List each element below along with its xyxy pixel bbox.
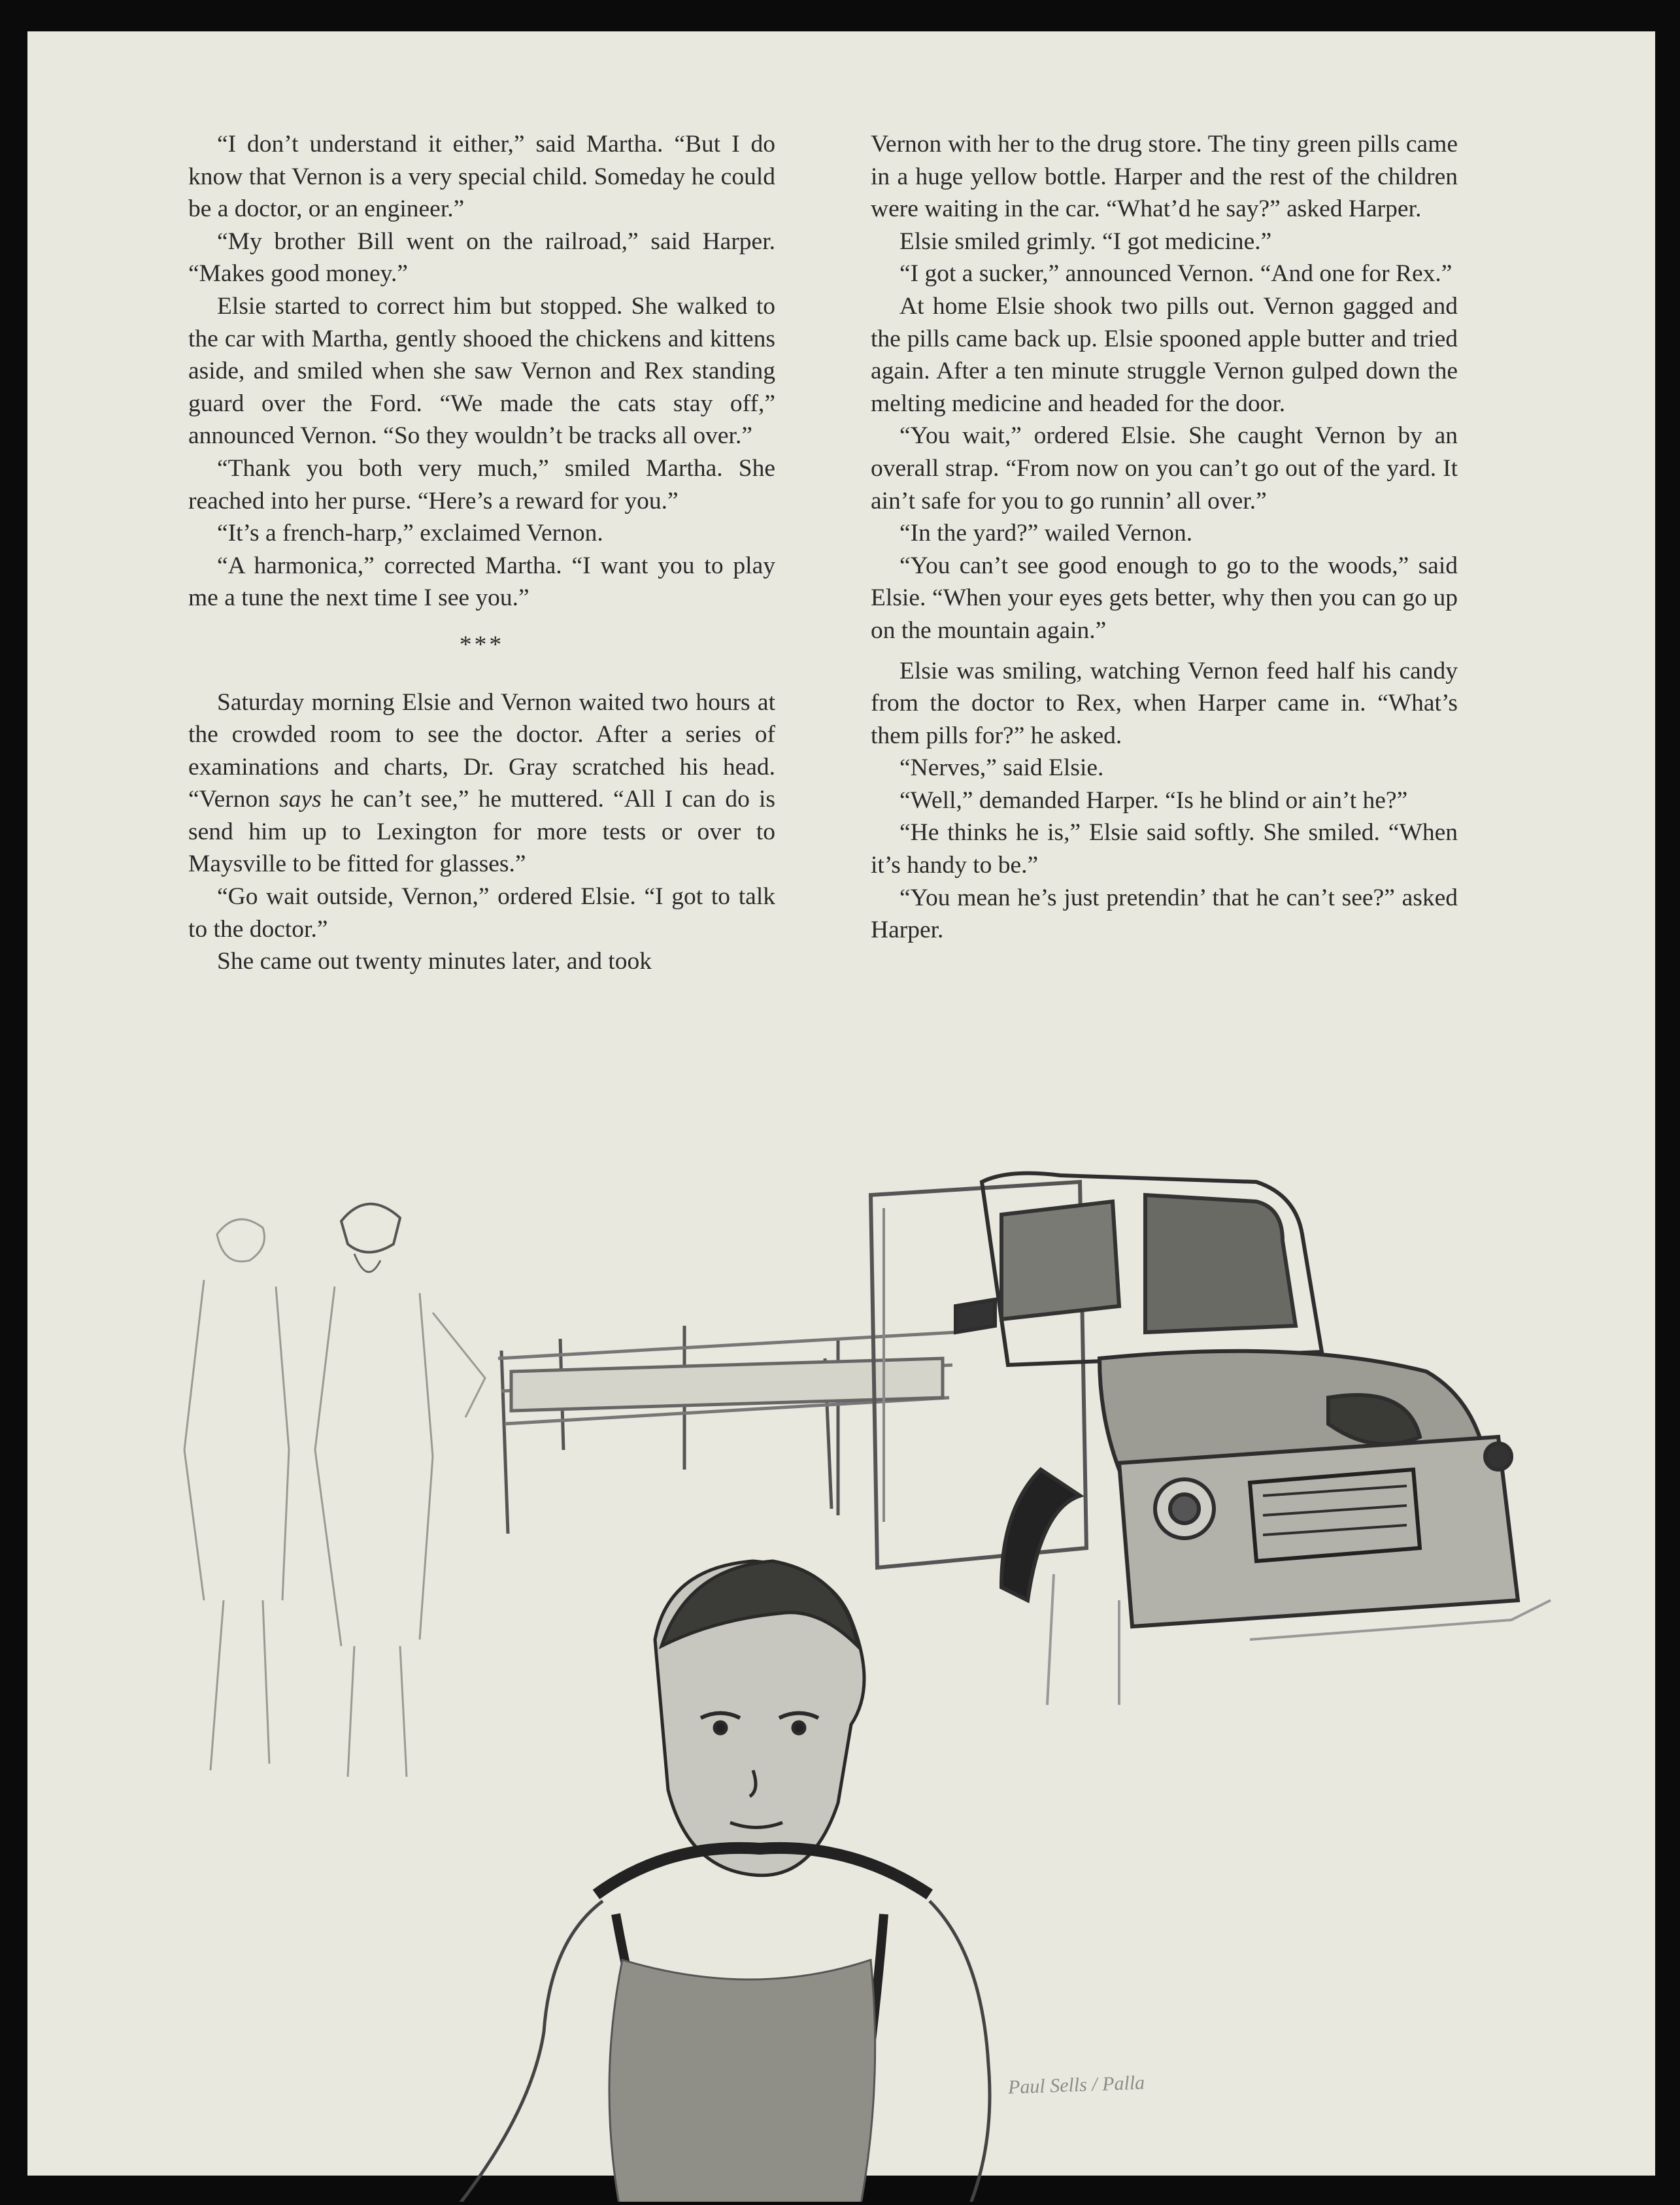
paragraph: Elsie was smiling, watching Vernon feed half his candy from the doctor to Rex, when Harper came in. “What’s them pills for?” he asked. [871,657,1458,749]
paragraph: “Go wait outside, Vernon,” ordered Elsie. “I got to talk to the doctor.” [188,883,775,943]
artist-signature: Paul Sells / Palla [1007,2072,1145,2098]
paragraph: She came out twenty minutes later, and took [217,948,652,975]
paragraph: Elsie started to correct him but stopped. She walked to the car with Martha, gently shooed the chickens and kittens aside, and smiled when she saw Vernon and Rex standing guard over the Ford. “We made the cats stay off,” announced Vernon. “So they wouldn’t be tracks all over.” [188,292,775,450]
paragraph: “I got a sucker,” announced Vernon. “And one for Rex.” [899,260,1453,288]
page [27,31,1655,2176]
paragraph: “In the yard?” wailed Vernon. [899,520,1193,547]
paragraph: “He thinks he is,” Elsie said softly. She smiled. “When it’s handy to be.” [871,819,1458,879]
paragraph: “You wait,” ordered Elsie. She caught Vernon by an overall strap. “From now on you can’t go out of the yard. It ain’t safe for you to go runnin’ all over.” [871,422,1458,514]
illustration-svg [126,1143,1616,2202]
two-men-sketch [184,1204,485,1777]
paragraph [188,686,775,881]
truck-sketch [871,1173,1551,1705]
paragraph-text: he can’t see,” he muttered. “All I can do is send him up to Lexington for more tests or over to Maysville to be fitted for glasses.” [188,786,776,878]
paragraph: “It’s a french-harp,” exclaimed Vernon. [217,520,603,547]
paragraph: “You mean he’s just pretendin’ that he can’t see?” asked Harper. [871,884,1458,944]
paragraph: “My brother Bill went on the railroad,” said Harper. “Makes good money.” [188,227,775,288]
section-separator: *** [459,631,505,658]
paragraph: Elsie smiled grimly. “I got medicine.” [899,227,1272,255]
boy-sketch [446,1561,990,2202]
paragraph: “I don’t understand it either,” said Martha. “But I do know that Vernon is a very special child. Someday he could be a doctor, or an engineer.” [188,131,775,223]
pencil-illustration [126,1143,1616,2202]
paragraph: “Thank you both very much,” smiled Martha. She reached into her purse. “Here’s a reward for you.” [188,454,775,514]
paragraph: “A harmonica,” corrected Martha. “I want you to play me a tune the next time I see you.” [188,552,775,612]
paragraph: “Well,” demanded Harper. “Is he blind or ain’t he?” [899,786,1408,814]
paragraph-continuation: Vernon with her to the drug store. The tiny green pills came in a huge yellow bottle. Harper and the rest of the children were waiting in the car. “What’d he say?” asked Harper. [871,131,1458,223]
paragraph-text: Saturday morning Elsie and Vernon waited two hours at the crowded room to see the doctor. After a series of examinations and charts, Dr. Gray scratched his head. “Vernon [188,688,775,813]
right-column [871,128,1458,947]
emphasis-text: says [279,786,322,813]
fence-sketch [498,1326,956,1534]
paragraph: “You can’t see good enough to go to the woods,” said Elsie. “When your eyes gets better, why then you can go up on the mountain again.” [871,552,1458,644]
left-column [188,128,775,978]
paragraph: At home Elsie shook two pills out. Vernon gagged and the pills came back up. Elsie spooned apple butter and tried again. After a ten minute struggle Vernon gulped down the melting medicine and headed for the door. [871,292,1458,417]
paragraph: “Nerves,” said Elsie. [899,754,1104,782]
